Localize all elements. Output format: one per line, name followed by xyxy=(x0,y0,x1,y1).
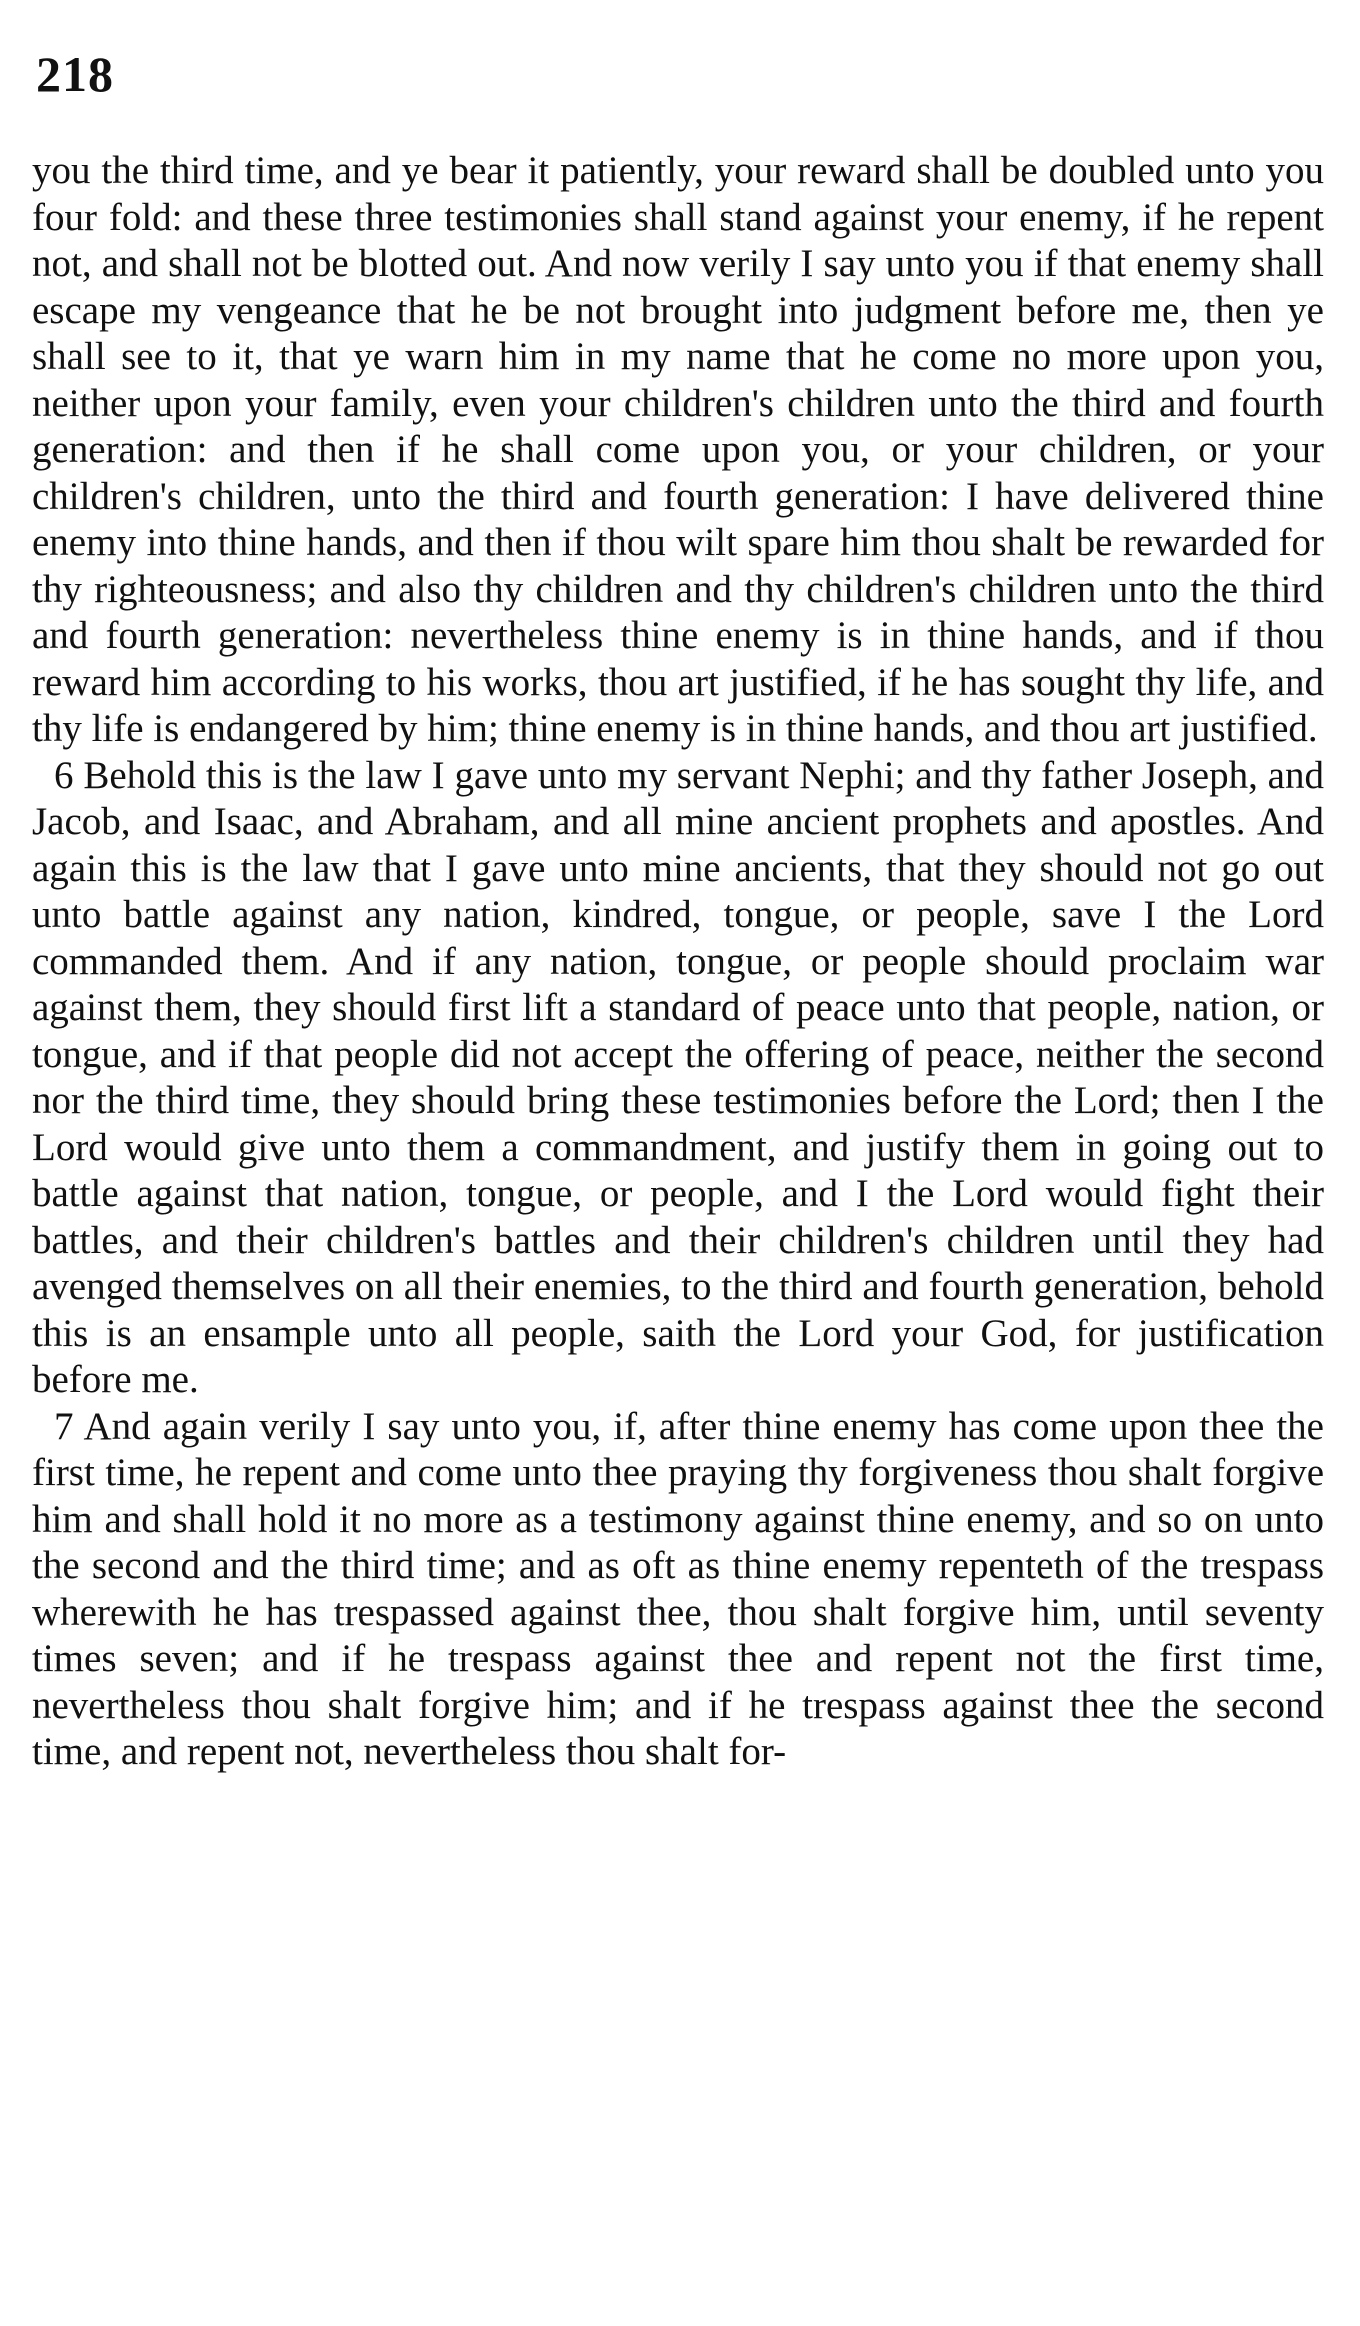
body-text xyxy=(32,148,1324,1776)
paragraph-verse-6: 6 Behold this is the law I gave unto my servant Nephi; and thy father Joseph, and Jacob, and Isaac, and Abraham, and all mine ancient prophets and apostles. And again this is the law that I gave unto mine ancients, that they should not go out unto battle against any nation, kindred, tongue, or people, save I the Lord commanded them. And if any nation, tongue, or people should proclaim war against them, they should first lift a standard of peace unto that people, nation, or tongue, and if that people did not accept the offering of peace, neither the second nor the third time, they should bring these testimonies before the Lord; then I the Lord would give unto them a commandment, and justify them in going out to battle against that nation, tongue, or people, and I the Lord would fight their battles, and their children's battles and their children's children until they had avenged themselves on all their enemies, to the third and fourth generation, behold this is an ensample unto all people, saith the Lord your God, for justification before me. xyxy=(32,753,1324,1401)
page-number: 218 xyxy=(36,46,114,102)
paragraph-continuation: you the third time, and ye bear it patiently, your reward shall be doubled unto you four fold: and these three testimonies shall stand against your enemy, if he repent not, and shall not be blotted out. And now verily I say unto you if that enemy shall escape my vengeance that he be not brought into judgment before me, then ye shall see to it, that ye warn him in my name that he come no more upon you, neither upon your family, even your children's children unto the third and fourth generation: and then if he shall come upon you, or your children, or your children's children, unto the third and fourth generation: I have delivered thine enemy into thine hands, and then if thou wilt spare him thou shalt be rewarded for thy righteousness; and also thy children and thy children's children unto the third and fourth generation: nevertheless thine enemy is in thine hands, and if thou reward him according to his works, thou art justified, if he has sought thy life, and thy life is endangered by him; thine enemy is in thine hands, and thou art justified. xyxy=(32,149,1324,750)
paragraph-verse-7: 7 And again verily I say unto you, if, after thine enemy has come upon thee the first time, he repent and come unto thee praying thy forgiveness thou shalt forgive him and shall hold it no more as a testimony against thine enemy, and so on unto the second and the third time; and as oft as thine enemy repenteth of the trespass wherewith he has trespassed against thee, thou shalt forgive him, until seventy times seven; and if he trespass against thee and repent not the first time, nevertheless thou shalt forgive him; and if he trespass against thee the second time, and repent not, nevertheless thou shalt for- xyxy=(32,1404,1324,1773)
